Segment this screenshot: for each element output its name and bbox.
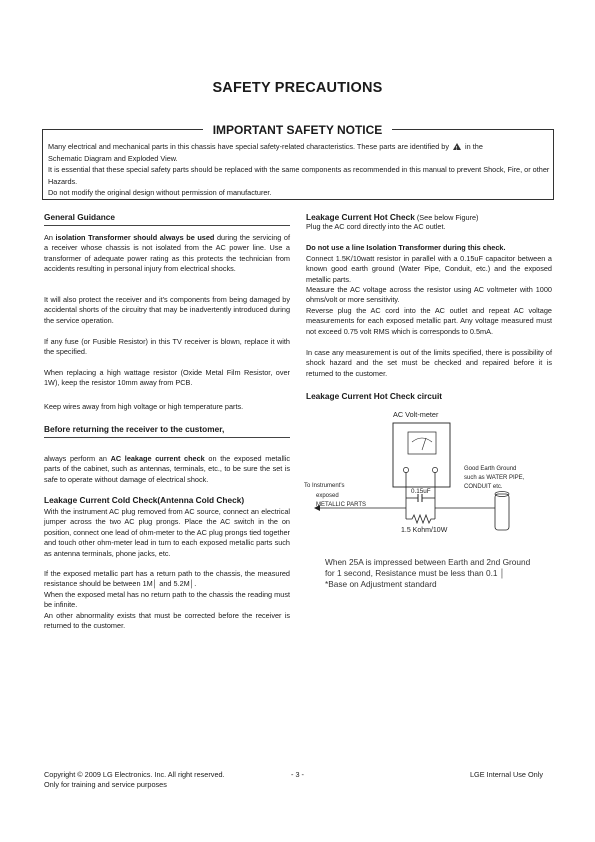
notice-line-3: It is essential that these special safety parts should be replaced with the same components as recommended in this manual to prevent Shock, Fire, or other Hazards.: [48, 165, 550, 186]
resistance-note-line-3: *Base on Adjustment standard: [325, 579, 437, 589]
meter-label: AC Volt-meter: [393, 410, 439, 419]
circuit-heading: Leakage Current Hot Check circuit: [306, 391, 443, 401]
capacitor-label: 0.15uF: [411, 488, 431, 495]
notice-title-text: IMPORTANT SAFETY NOTICE: [203, 123, 393, 137]
cold-check-paragraph-2: If the exposed metallic part has a return path to the chassis, the measured resistance should be between 1M│ and 5.2M│.: [44, 569, 290, 589]
resistor: [406, 515, 435, 523]
footer-copyright: Copyright © 2009 LG Electronics. Inc. All right reserved.: [44, 770, 225, 779]
page-title: SAFETY PRECAUTIONS: [212, 80, 383, 96]
instrument-label-3: METALLIC PARTS: [316, 502, 367, 508]
general-paragraph-3: If any fuse (or Fusible Resistor) in this TV receiver is blown, replace it with the specified.: [44, 337, 290, 357]
general-paragraph-2: It will also protect the receiver and it's components from being damaged by accidental shorts of the circuitry that may be inadvertently introduced during the service operation.: [44, 295, 290, 325]
notice-line-1b: in the: [465, 142, 483, 151]
before-returning-rule: [44, 437, 290, 438]
footer-training: Only for training and service purposes: [44, 779, 167, 789]
ground-label-3: CONDUIT etc.: [464, 484, 503, 490]
general-guidance-heading: General Guidance: [44, 212, 116, 222]
cold-check-paragraph-3: When the exposed metal has no return path to the chassis the reading must be infinite.: [44, 590, 290, 610]
meter-terminal-right: [432, 467, 437, 472]
hot-check-paragraph-2: Measure the AC voltage across the resistor using AC voltmeter with 1000 ohms/volt or more sensitivity.: [306, 285, 552, 305]
cold-check-paragraph-4: An other abnormality exists that must be corrected before the receiver is returned to the customer.: [44, 611, 290, 631]
notice-line-4: Do not modify the original design without permission of manufacturer.: [48, 188, 272, 197]
general-paragraph-4: When replacing a high wattage resistor (Oxide Metal Film Resistor, over 1W), keep the resistor 10mm away from PCB.: [44, 368, 290, 388]
notice-line-1: [48, 141, 550, 153]
general-paragraph-1: An isolation Transformer should always be used during the servicing of a receiver whose chassis is not isolated from the AC power line. Use a transformer of adequate power rating as this protects the technician from accidents resulting in personal injury from electrical shocks.: [44, 233, 290, 274]
meter-terminal-left: [403, 467, 408, 472]
hot-check-paragraph-4: In case any measurement is out of the limits specified, there is possibility of shock hazard and the set must be checked and repaired before it is returned to the customer.: [306, 348, 552, 378]
footer-page-number: - 3 -: [291, 770, 304, 779]
general-guidance-rule: [44, 225, 290, 226]
ground-pipe: [495, 494, 509, 530]
before-returning-paragraph: always perform an AC leakage current check on the exposed metallic parts of the cabinet, such as antennas, terminals, etc., to be sure the set is safe to operate without damage of electrical shock.: [44, 454, 290, 484]
hot-check-heading: Leakage Current Hot Check (See below Figure): [306, 212, 479, 222]
warning-triangle-icon: [453, 143, 461, 150]
instrument-label-1: To Instrument's: [304, 483, 345, 489]
cold-check-heading: Leakage Current Cold Check(Antenna Cold Check): [44, 495, 245, 505]
before-returning-heading: Before returning the receiver to the customer,: [44, 424, 225, 434]
notice-title: [0, 121, 595, 139]
cold-check-paragraph-1: With the instrument AC plug removed from AC source, connect an electrical jumper across the two AC plug prongs. Place the AC switch in the on position, connect one lead of ohm-meter to the AC plug prongs tied together and touch other ohm-meter lead in turn to each exposed metallic parts such as antenna terminals, phone jacks, etc.: [44, 507, 290, 558]
resistance-note-line-1: When 25A is impressed between Earth and 2nd Ground: [325, 557, 531, 567]
general-paragraph-5: Keep wires away from high voltage or high temperature parts.: [44, 402, 244, 411]
hot-check-paragraph-3: Reverse plug the AC cord into the AC outlet and repeat AC voltage measurements for each exposed metallic part. Any voltage measured must not exceed 0.75 volt RMS which is corresponds to 0.5mA.: [306, 306, 552, 336]
footer-internal: LGE Internal Use Only: [470, 770, 544, 779]
hot-check-warning: Do not use a line Isolation Transformer during this check.: [306, 243, 506, 252]
leakage-circuit-diagram: [300, 405, 554, 555]
hot-check-line-1: Plug the AC cord directly into the AC outlet.: [306, 222, 446, 231]
notice-text: [48, 141, 550, 199]
resistance-note: [325, 557, 530, 590]
resistor-label: 1.5 Kohm/10W: [401, 527, 448, 534]
notice-line-2: Schematic Diagram and Exploded View.: [48, 153, 178, 163]
meter-dial: [408, 432, 436, 454]
hot-check-paragraph-1: Connect 1.5K/10watt resistor in parallel with a 0.15uF capacitor between a known good earth ground (Water Pipe, Conduit, etc.) and the exposed metallic parts.: [306, 254, 552, 284]
meter-scale-arc: [412, 438, 432, 442]
meter-needle: [422, 438, 426, 450]
meter-body: [393, 423, 450, 487]
ground-label-2: such as WATER PIPE,: [464, 475, 525, 481]
resistance-note-line-2: for 1 second, Resistance must be less than 0.1 │: [325, 568, 505, 578]
instrument-label-2: exposed: [316, 493, 339, 499]
ground-label-1: Good Earth Ground: [464, 466, 517, 472]
notice-line-1a: Many electrical and mechanical parts in this chassis have special safety-related characteristics. These parts are identified by: [48, 142, 449, 151]
